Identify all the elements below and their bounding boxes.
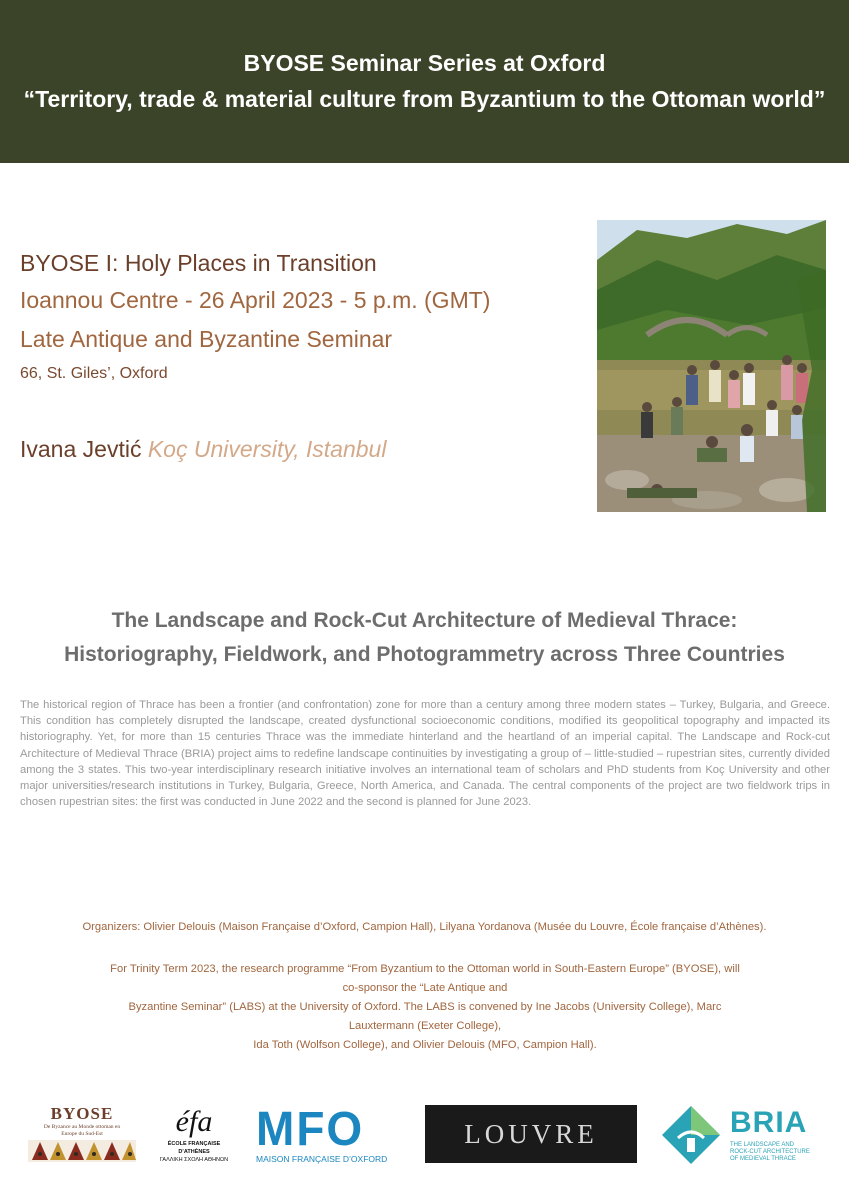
- bria-logo-mark: BRIA: [730, 1106, 808, 1139]
- bria-logo: [660, 1104, 830, 1170]
- efa-logo: [158, 1104, 230, 1166]
- efa-logo-line1: ÉCOLE FRANÇAISE D’ATHÈNES: [167, 1141, 221, 1155]
- speaker: [20, 436, 386, 463]
- talk-abstract: The historical region of Thrace has been a frontier (and confrontation) zone for more than a century among three modern states – Turkey, Bulgaria, and Greece. This condition has completely disrupted the landscape, created dysfunctional socioeconomic conditions, modified its geopolitical topography and impacted its historiography. Yet, for more than 15 centuries Thrace was the immediate hinterland and the heartland of an imperial capital. The Landscape and Rock-cut Architecture of Medieval Thrace (BRIA) project aims to redefine landscape continuities by investigating a group of – little-studied – rupestrian sites, currently divided among the 3 states. This two-year interdisciplinary research initiative involves an international team of scholars and PhD students from Koç University and other major universities/research institutions in Turkey, Bulgaria, Greece, North America, and Canada. The central components of the project are two fieldwork trips in chosen rupestrian sites: the first was conducted in June 2022 and the second is planned for June 2023.: [20, 699, 830, 809]
- bria-logo-line2: ROCK-CUT ARCHITECTURE: [730, 1149, 810, 1155]
- byose-ornament-icon: [28, 1138, 136, 1164]
- organizers: Organizers: Olivier Delouis (Maison Française d’Oxford, Campion Hall), Lilyana Yordanova (Musée du Louvre, École française d’Athènes).: [82, 921, 767, 933]
- series-title: BYOSE Seminar Series at Oxford: [243, 50, 606, 76]
- group-photo-illustration: [597, 220, 826, 512]
- bria-logo-line3: OF MEDIEVAL THRACE: [730, 1156, 796, 1162]
- mfo-logo: [256, 1100, 396, 1166]
- header-banner: [0, 0, 849, 163]
- mfo-logo-mark: MFO: [256, 1100, 365, 1156]
- series-subtitle: “Territory, trade & material culture from Byzantium to the Ottoman world”: [23, 86, 826, 112]
- byose-logo: [26, 1104, 138, 1170]
- byose-logo-sub1: De Byzance au Monde ottoman en: [43, 1124, 121, 1130]
- sponsor-line-3: Ida Toth (Wolfson College), and Olivier Delouis (MFO, Campion Hall).: [253, 1039, 597, 1051]
- talk-title: [0, 604, 849, 672]
- talk-title-line-2: Historiography, Fieldwork, and Photogrammetry across Three Countries: [64, 643, 785, 666]
- talk-title-line-1: The Landscape and Rock-Cut Architecture of Medieval Thrace:: [111, 609, 738, 632]
- mfo-logo-text: MAISON FRANÇAISE D’OXFORD: [256, 1154, 388, 1164]
- speaker-name: Ivana Jevtić: [20, 436, 142, 462]
- efa-logo-mark: éfa: [175, 1105, 213, 1138]
- venue-date: Ioannou Centre - 26 April 2023 - 5 p.m. (GMT): [20, 287, 491, 313]
- louvre-logo: [425, 1105, 637, 1163]
- efa-logo-line2: ΓΑΛΛΙΚΗ ΣΧΟΛΗ ΑΘΗΝΩΝ: [159, 1157, 229, 1163]
- seminar-series: Late Antique and Byzantine Seminar: [20, 326, 393, 352]
- partner-logos: [0, 1100, 849, 1170]
- address: 66, St. Giles’, Oxford: [20, 365, 168, 382]
- bria-logo-caption: [730, 1142, 810, 1163]
- louvre-logo-text: LOUVRE: [464, 1119, 598, 1149]
- sponsor-note: [110, 960, 740, 1055]
- bria-logo-line1: THE LANDSCAPE AND: [730, 1142, 795, 1148]
- seminar-title: BYOSE I: Holy Places in Transition: [20, 250, 377, 276]
- byose-logo-title: BYOSE: [50, 1104, 114, 1123]
- fieldwork-photo: [597, 220, 826, 512]
- sponsor-line-1: For Trinity Term 2023, the research programme “From Byzantium to the Ottoman world in South-Eastern Europe” (BYOSE), will co-sponsor the “Late Antique and: [110, 963, 740, 994]
- speaker-affiliation: Koç University, Istanbul: [147, 436, 387, 462]
- byose-logo-sub2: Europe du Sud-Est: [61, 1131, 103, 1137]
- sponsor-line-2: Byzantine Seminar” (LABS) at the University of Oxford. The LABS is convened by Ine Jacobs (University College), Marc Lauxtermann (Exeter College),: [128, 1001, 722, 1032]
- bria-emblem-icon: [660, 1104, 722, 1166]
